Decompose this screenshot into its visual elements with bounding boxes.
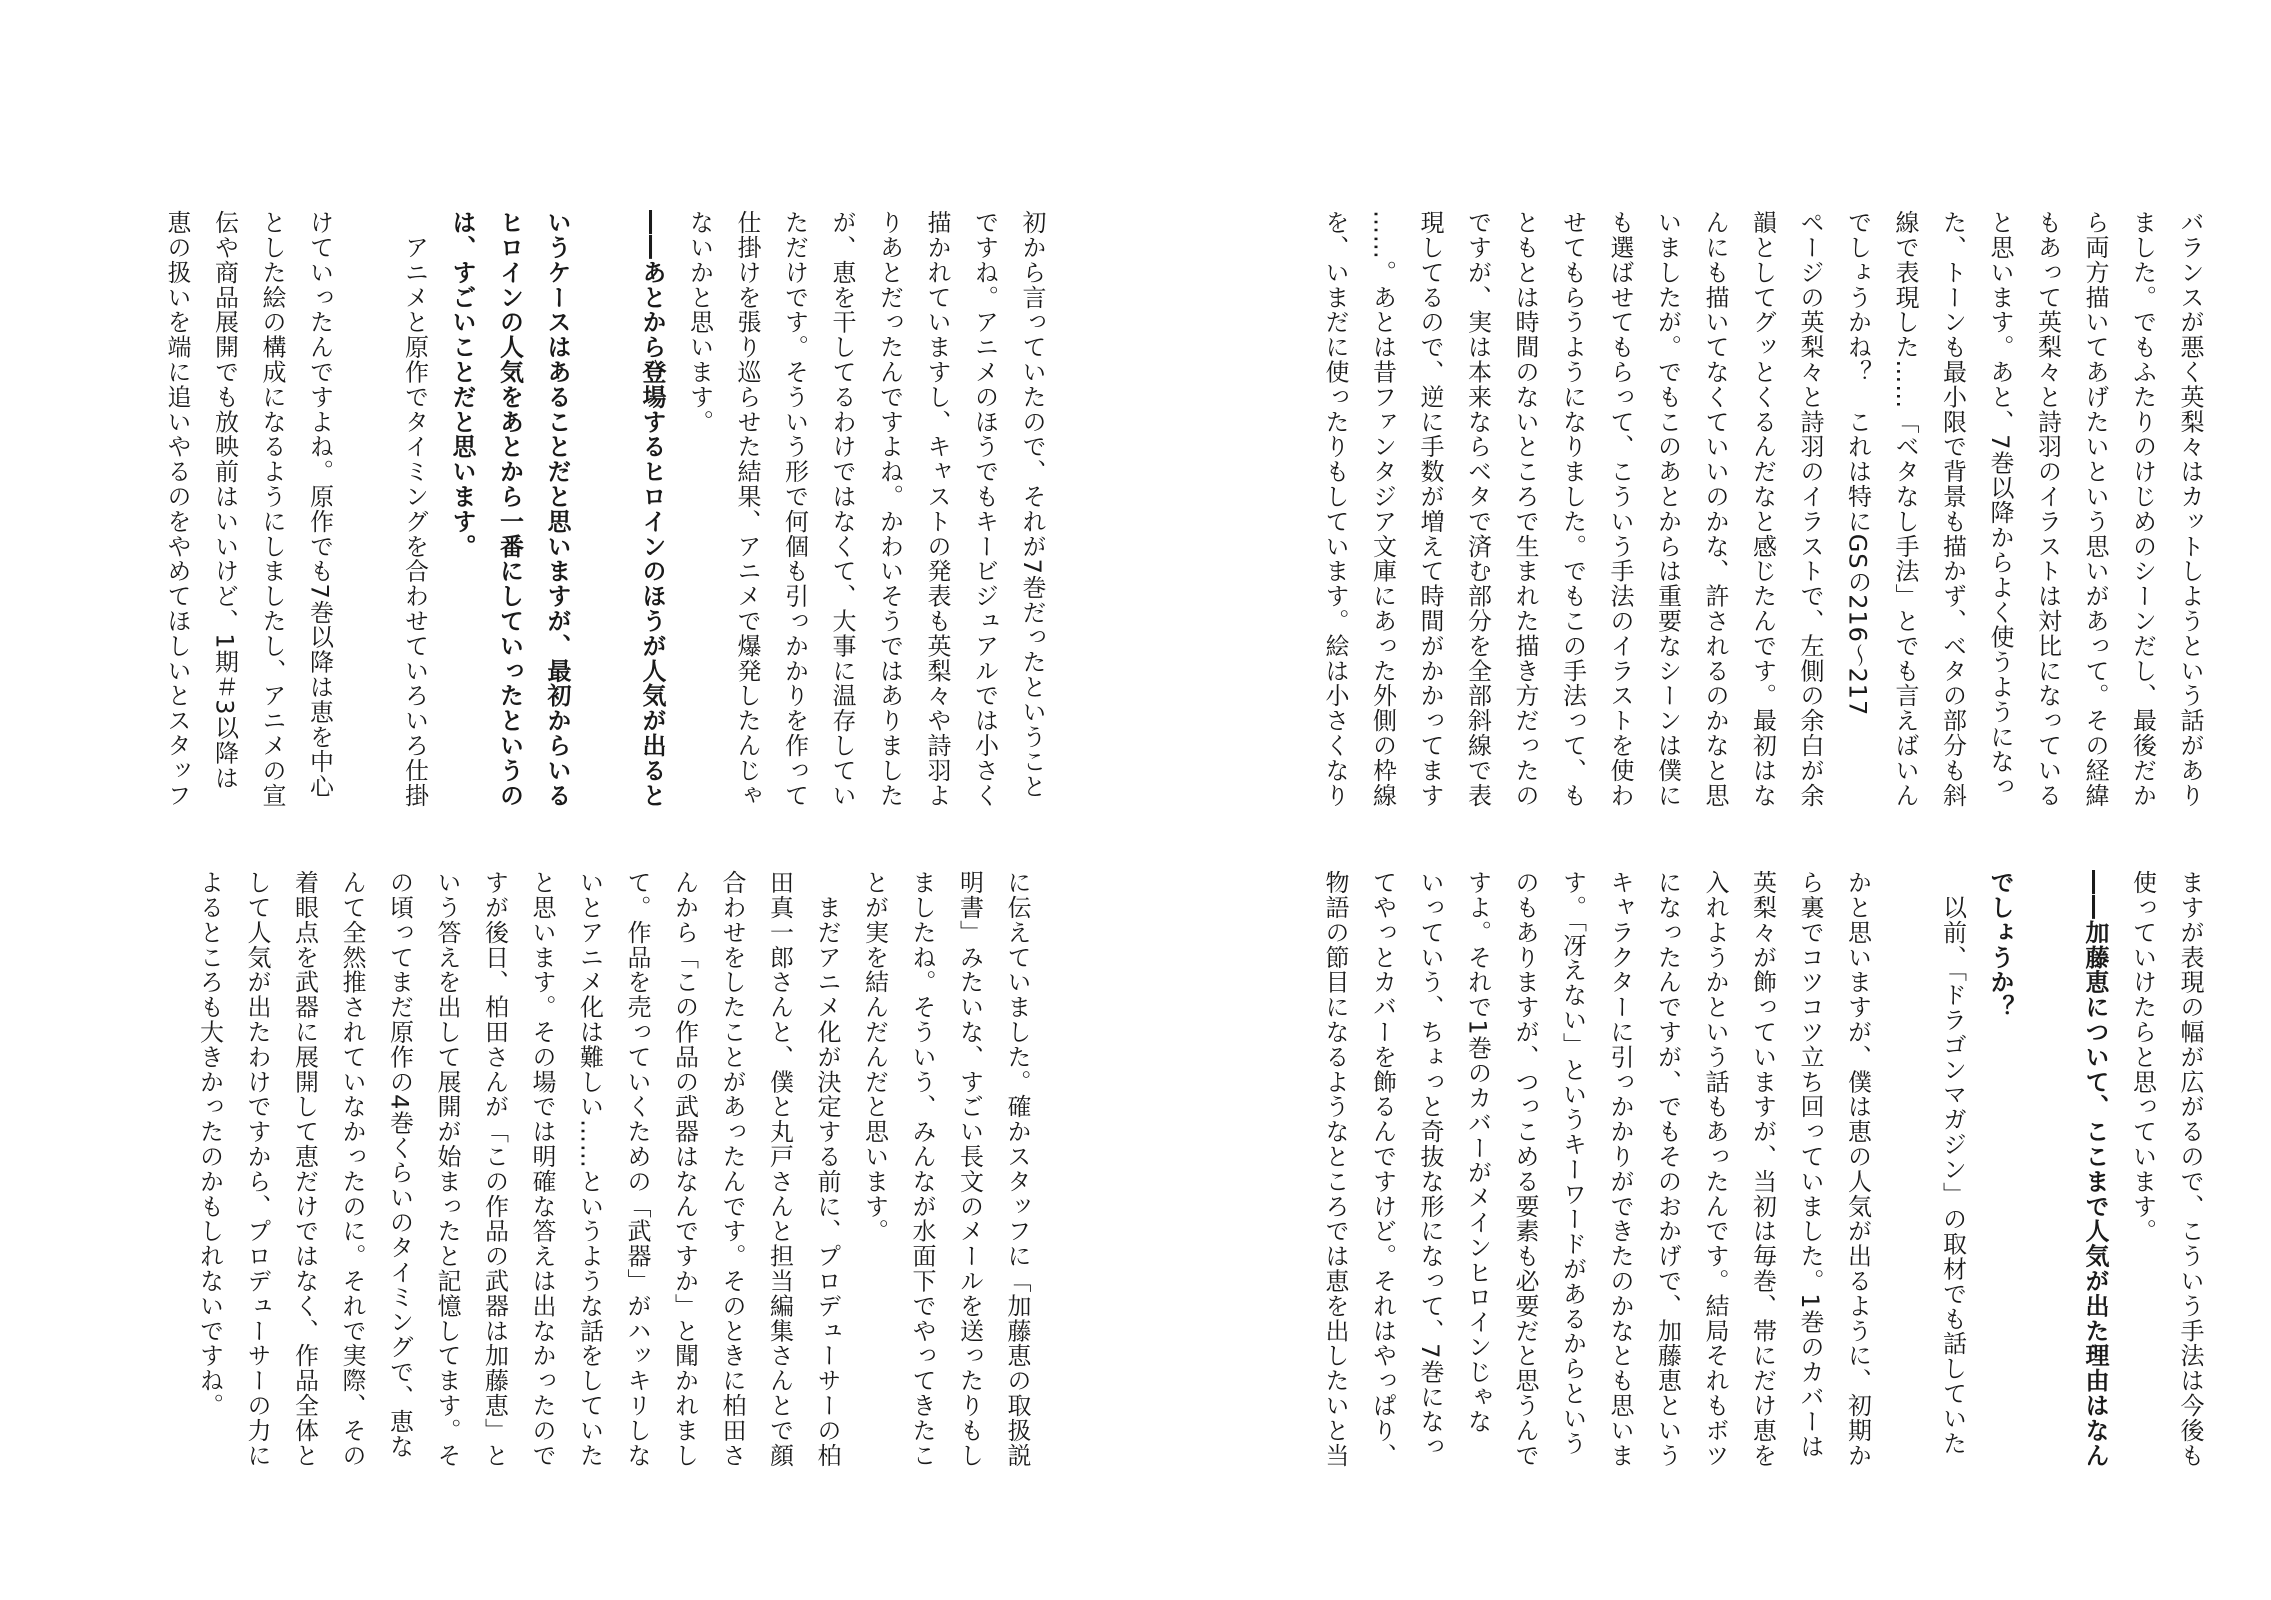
body-text-line: が、恵を干してるわけではなくて、大事に温存してい [828,210,856,808]
body-text-line: でしょうかね？ これは特にGSの216〜217 [1843,210,1872,717]
interview-question-line: は、すごいことだと思います。 [448,210,476,559]
body-text-line: のもありますが、つっこめる要素も必要だと思うんで [1511,870,1539,1468]
body-text-line: まだアニメ化が決定する前に、プロデューサーの柏 [813,870,841,1468]
body-text-line: も選ばせてもらって、こういう手法のイラストを使わ [1606,210,1634,808]
body-text-line: せてもらうようになりました。でもこの手法って、も [1558,210,1587,808]
body-text-line: 以前、「ドラゴンマガジン」の取材でも話していた [1938,870,1967,1456]
interview-question-line: いうケースはあることだと思いますが、最初からいる [543,210,571,808]
body-text-line: すが後日、柏田さんが「この作品の武器は加藤恵」と [480,870,509,1468]
body-text-line: とした絵の構成になるようにしましたし、アニメの宣 [258,210,286,808]
body-text-line: とが実を結んだんだと思います。 [860,870,889,1244]
text-band-lower [1213,870,2213,1470]
body-text-line: もあって英梨々と詩羽のイラストは対比になっている [2033,210,2062,808]
body-text-line: た、トーンも最小限で背景も描かず、ベタの部分も斜 [1938,210,1967,808]
body-text-line: 線で表現した……「ベタなし手法」とでも言えばいん [1891,210,1919,808]
body-text-line: キャラクターに引っかかりができたのかなとも思いま [1606,870,1634,1468]
body-text-line: 初から言っていたので、それが7巻だったということ [1018,210,1046,799]
text-band-upper [1213,210,2213,818]
body-text-line: に伝えていました。確かスタッフに「加藤恵の取扱説 [1003,870,1031,1468]
body-text-line: ました。でもふたりのけじめのシーンだし、最後だか [2128,210,2157,808]
body-text-line: と思います。あと、7巻以降からよく使うようになっ [1986,210,2014,799]
interview-question-line: ――あとから登場するヒロインのほうが人気が出ると [638,210,666,808]
right-page [1160,0,2271,1600]
body-text-line: 描かれていますし、キャストの発表も英梨々や詩羽よ [923,210,951,808]
body-text-line: 明書」みたいな、すごい長文のメールを送ったりもし [955,870,984,1468]
body-text-line: と思います。その場では明確な答えは出なかったので [528,870,556,1468]
body-text-line: 物語の節目になるようなところでは恵を出したいと当 [1321,870,1349,1468]
body-text-line: ら裏でコツコツ立ち回っていました。1巻のカバーは [1796,870,1824,1459]
body-text-line: す。「冴えない」というキーワードがあるからという [1558,870,1587,1456]
body-text-line: 伝や商品展開でも放映前はいいけど、1期＃3以降は [210,210,239,791]
body-text-line: いっていう、ちょっと奇抜な形になって、7巻になっ [1416,870,1444,1459]
body-text-line: 仕掛けを張り巡らせた結果、アニメで爆発したんじゃ [733,210,761,808]
body-text-line: よるところも大きかったのかもしれないですね。 [195,870,224,1418]
body-text-line: ますが表現の幅が広がるので、こういう手法は今後も [2176,870,2204,1468]
body-text-line: てやっとカバーを飾るんですけど。それはやっぱり、 [1368,870,1397,1468]
body-text-line: ただけです。そういう形で何個も引っかかりを作って [780,210,809,808]
body-text-line: 恵の扱いを端に追いやるのをやめてほしいとスタッフ [163,210,191,808]
body-text-line: すよ。それで1巻のカバーがメインヒロインじゃな [1463,870,1492,1434]
body-text-line: 現してるので、逆に手数が増えて時間がかかってます [1416,210,1444,808]
body-text-line: いましたが。でもこのあとからは重要なシーンは僕に [1653,210,1682,808]
body-text-line: ……。あとは昔ファンタジア文庫にあった外側の枠線 [1368,210,1397,808]
body-text-line: りあとだったんですよね。かわいそうではありました [875,210,904,808]
body-text-line: んて全然推されていなかったのに。それで実際、その [338,870,366,1468]
body-text-line: 使っていけたらと思っています。 [2128,870,2157,1244]
body-text-line: ともとは時間のないところで生まれた描き方だったの [1511,210,1539,808]
body-text-line: いとアニメ化は難しい……というような話をしていた [575,870,604,1468]
body-text-line: ですね。アニメのほうでもキービジュアルでは小さく [970,210,999,808]
body-text-line: 田真一郎さんと、僕と丸戸さんと担当編集さんとで顔 [765,870,794,1468]
body-text-line: ら両方描いてあげたいという思いがあって。その経緯 [2081,210,2109,808]
text-band-upper [55,210,1055,818]
interview-question-line: ――加藤恵について、ここまで人気が出た理由はなん [2081,870,2109,1468]
body-text-line: バランスが悪く英梨々はカットしようという話があり [2176,210,2204,808]
body-text-line: して人気が出たわけですから、プロデューサーの力に [243,870,271,1468]
body-text-line: 着眼点を武器に展開して恵だけではなく、作品全体と [290,870,319,1468]
text-band-lower [40,870,1040,1470]
body-text-line: ないかと思います。 [685,210,714,435]
body-text-line: ですが、実は本来ならベタで済む部分を全部斜線で表 [1463,210,1492,808]
body-text-line: んから「この作品の武器はなんですか」と聞かれまし [670,870,699,1468]
body-text-line: アニメと原作でタイミングを合わせていろいろ仕掛 [400,210,429,808]
body-text-line: を、いまだに使ったりもしています。絵は小さくなり [1321,210,1349,808]
body-text-line: の頃ってまだ原作の4巻くらいのタイミングで、恵な [385,870,414,1459]
body-text-line: んにも描いてなくていいのかな、許されるのかなと思 [1701,210,1729,808]
body-text-line: になったんですが、でもそのおかげで、加藤恵という [1653,870,1682,1468]
interview-question-line: でしょうか？ [1986,870,2014,1020]
body-text-line: 英梨々が飾っていますが、当初は毎巻、帯にだけ恵を [1748,870,1777,1468]
body-text-line: 合わせをしたことがあったんです。そのときに柏田さ [718,870,746,1468]
interview-question-line: ヒロインの人気をあとから一番にしていったというの [495,210,524,808]
body-text-line: いう答えを出して展開が始まったと記憶してます。そ [433,870,461,1468]
body-text-line: ページの英梨々と詩羽のイラストで、左側の余白が余 [1796,210,1824,808]
body-text-line: 入れようかという話もあったんです。結局それもボツ [1701,870,1729,1468]
body-text-line: 韻としてグッとくるんだなと感じたんです。最初はな [1748,210,1777,808]
body-text-line: かと思いますが、僕は恵の人気が出るように、初期か [1843,870,1872,1468]
body-text-line: ましたね。そういう、みんなが水面下でやってきたこ [908,870,936,1468]
body-text-line: て。作品を売っていくための「武器」がハッキリしな [623,870,651,1468]
body-text-line: けていったんですよね。原作でも7巻以降は恵を中心 [305,210,334,799]
